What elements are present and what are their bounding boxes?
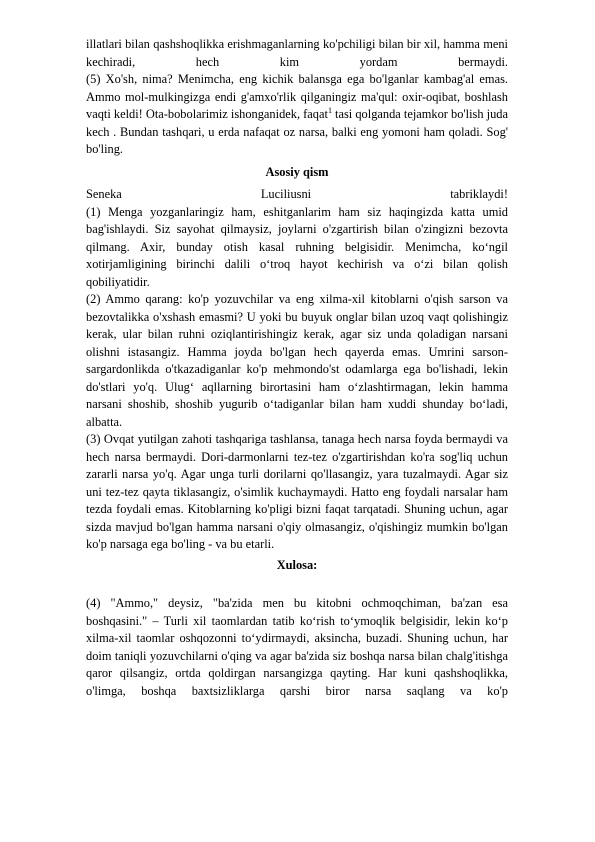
intro-paragraph-2 [86,71,508,159]
greeting-line: Seneka Luciliusni tabriklaydi! [86,187,508,201]
footnote-marker[interactable]: 1 [327,106,332,115]
page-content [86,36,508,700]
intro-paragraph-1: illatlari bilan qashshoqlikka erishmaganlarning ko'pchiligi bilan bir xil, hamma meni kechiradi, hech kim yordam bermaydi. [86,37,508,69]
section-heading-conclusion: Xulosa: [276,557,318,572]
intro-paragraph-2-tail: tasi qolganda tejamkor bo'lish juda kech . Bundan tashqari, u erda nafaqat oz narsa, balki eng yomoni ham qoladi. Sog' bo'ling. [86,107,508,156]
section-heading-main: Asosiy qism [265,164,329,179]
main-paragraph-2: (2) Ammo qarang: ko'p yozuvchilar va eng xilma-xil kitoblarni o'qish sarson va bezovtalikka o'xshash emasmi? U yoki bu buyuk onglar bilan uzoq vaqt qolishingiz kerak, ular bilan ruhni oziqlantirishingiz kerak, agar siz unda qoladigan narsani olishni istasangiz. Hamma joyda bo'lgan hech qayerda emas. Umrini sarson-sargardonlikda o'tkazadiganlar ko'p mehmondo'st odamlarga ega bo'lishadi, lekin do'stlari yo'q. Ulug‘ aqllarning birortasini ham o‘zlashtirmagan, lekin hamma narsani shoshib, shoshib yugurib o‘tadiganlar bilan ham xuddi shunday bo‘ladi, albatta. [86,292,508,429]
conclusion-paragraph-1: (4) "Ammo," deysiz, "ba'zida men bu kitobni ochmoqchiman, ba'zan esa boshqasini." – Turli xil taomlardan tatib ko‘rish to‘ymoqlik belgisidir, lekin ko‘p xilma-xil taomlar oshqozonni to‘ydirmaydi, aksincha, buzadi. Shuning uchun, har doim taniqli yozuvchilarni o'qing va agar ba'zida siz boshqa narsa bilan chalg'itishga qaror qilsangiz, ortda qoldirgan narsangizga qayting. Har kuni qashshoqlikka, o'limga, boshqa baxtsizliklarga qarshi biror narsa saqlang va ko'p [86,596,508,698]
intro-paragraph-2-text: (5) Xo'sh, nima? Menimcha, eng kichik balansga ega bo'lganlar kambag'al emas. Ammo mol-mulkingizga endi g'amxo'rlik qilganingiz ma'qul: oxir-oqibat, boshlash vaqti keldi! Ota-bobolarimiz ishonganidek, faqat [86,72,508,121]
main-paragraph-3: (3) Ovqat yutilgan zahoti tashqariga tashlansa, tanaga hech narsa foyda bermaydi va hech narsa bermaydi. Dori-darmonlarni tez-tez o'zgartirishdan ko'ra sog'liq uchun zararli narsa yo'q. Agar unga turli dorilarni qo'llasangiz, yara tuzalmaydi. Agar siz uni tez-tez qayta tiklasangiz, o'simlik kuchaymaydi. Hatto eng foydali narsalar ham tezda foydali emas. Kitoblarning ko'pligi bizni faqat tarqatadi. Shuning uchun, agar sizda mavjud bo'lgan hamma narsani o'qiy olmasangiz, o'qishingiz mumkin bo'lgan ko'p narsaga ega bo'ling - va bu etarli. [86,432,508,551]
main-paragraph-1: (1) Menga yozganlaringiz ham, eshitganlarim ham siz haqingizda katta umid bag'ishlaydi. Siz sayohat qilmaysiz, joylarni o'zgartirish bilan o'zingizni bezovta qilmang. Axir, bunday otish kasal ruhning belgisidir. Menimcha, ko‘ngil xotirjamligining birinchi dalili o‘troq hayot kechirish va o‘zi bilan qolish qobiliyatidir. [86,204,508,289]
